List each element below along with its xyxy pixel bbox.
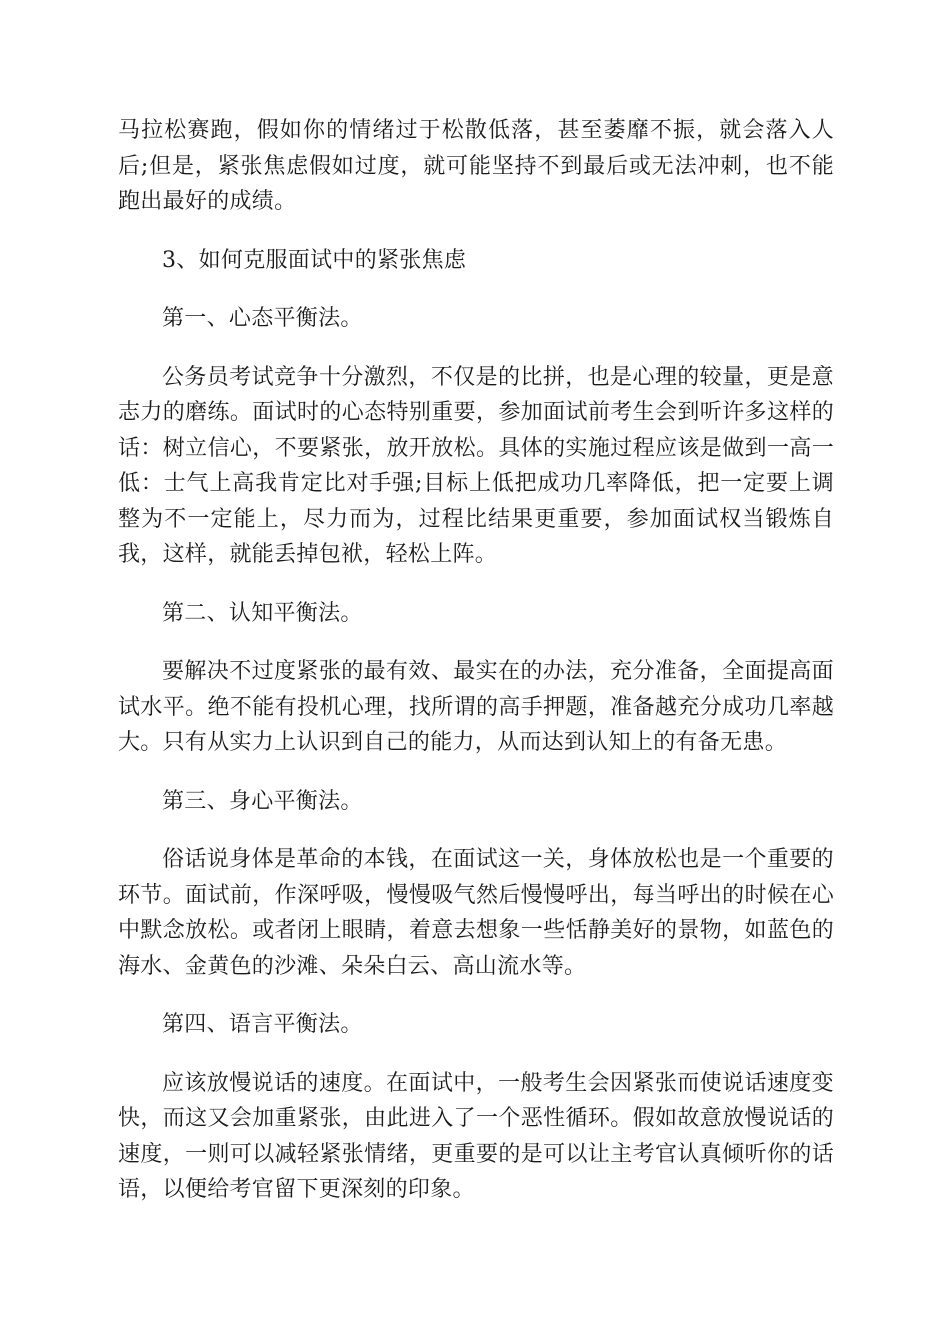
paragraph-mindset-balance: 公务员考试竞争十分激烈，不仅是的比拼，也是心理的较量，更是意志力的磨练。面试时的心态特别重要，参加面试前考生会到听许多这样的话：树立信心，不要紧张，放开放松。具体的实施过程应该是做到一高一低：士气上高我肯定比对手强;目标上低把成功几率降低，把一定要上调整为不一定能上，尽力而为，过程比结果更重要，参加面试权当锻炼自我，这样，就能丢掉包袱，轻松上阵。 <box>118 364 834 567</box>
paragraph-language-balance: 应该放慢说话的速度。在面试中，一般考生会因紧张而使说话速度变快，而这又会加重紧张，由此进入了一个恶性循环。假如故意放慢说话的速度，一则可以减轻紧张情绪，更重要的是可以让主考官认真倾听你的话语，以便给考官留下更深刻的印象。 <box>118 1070 834 1202</box>
heading-body-mind-balance: 第三、身心平衡法。 <box>162 788 363 814</box>
paragraph-cognitive-balance: 要解决不过度紧张的最有效、最实在的办法，充分准备，全面提高面试水平。绝不能有投机心理，找所谓的高手押题，准备越充分成功几率越大。只有从实力上认识到自己的能力，从而达到认知上的有备无患。 <box>118 659 834 755</box>
heading-language-balance: 第四、语言平衡法。 <box>162 1012 363 1037</box>
paragraph-marathon: 马拉松赛跑，假如你的情绪过于松散低落，甚至萎靡不振，就会落入人后;但是，紧张焦虑假如过度，就可能坚持不到最后或无法冲刺，也不能跑出最好的成绩。 <box>118 118 834 214</box>
paragraph-body-mind-balance: 俗话说身体是革命的本钱，在面试这一关，身体放松也是一个重要的环节。面试前，作深呼吸，慢慢吸气然后慢慢呼出，每当呼出的时候在心中默念放松。或者闭上眼睛，着意去想象一些恬静美好的景物，如蓝色的海水、金黄色的沙滩、朵朵白云、高山流水等。 <box>118 847 834 979</box>
heading-mindset-balance: 第一、心态平衡法。 <box>162 306 363 331</box>
heading-overcome-anxiety: 3、如何克服面试中的紧张焦虑 <box>162 247 467 273</box>
document-page <box>118 113 834 1208</box>
heading-cognitive-balance: 第二、认知平衡法。 <box>162 600 363 626</box>
